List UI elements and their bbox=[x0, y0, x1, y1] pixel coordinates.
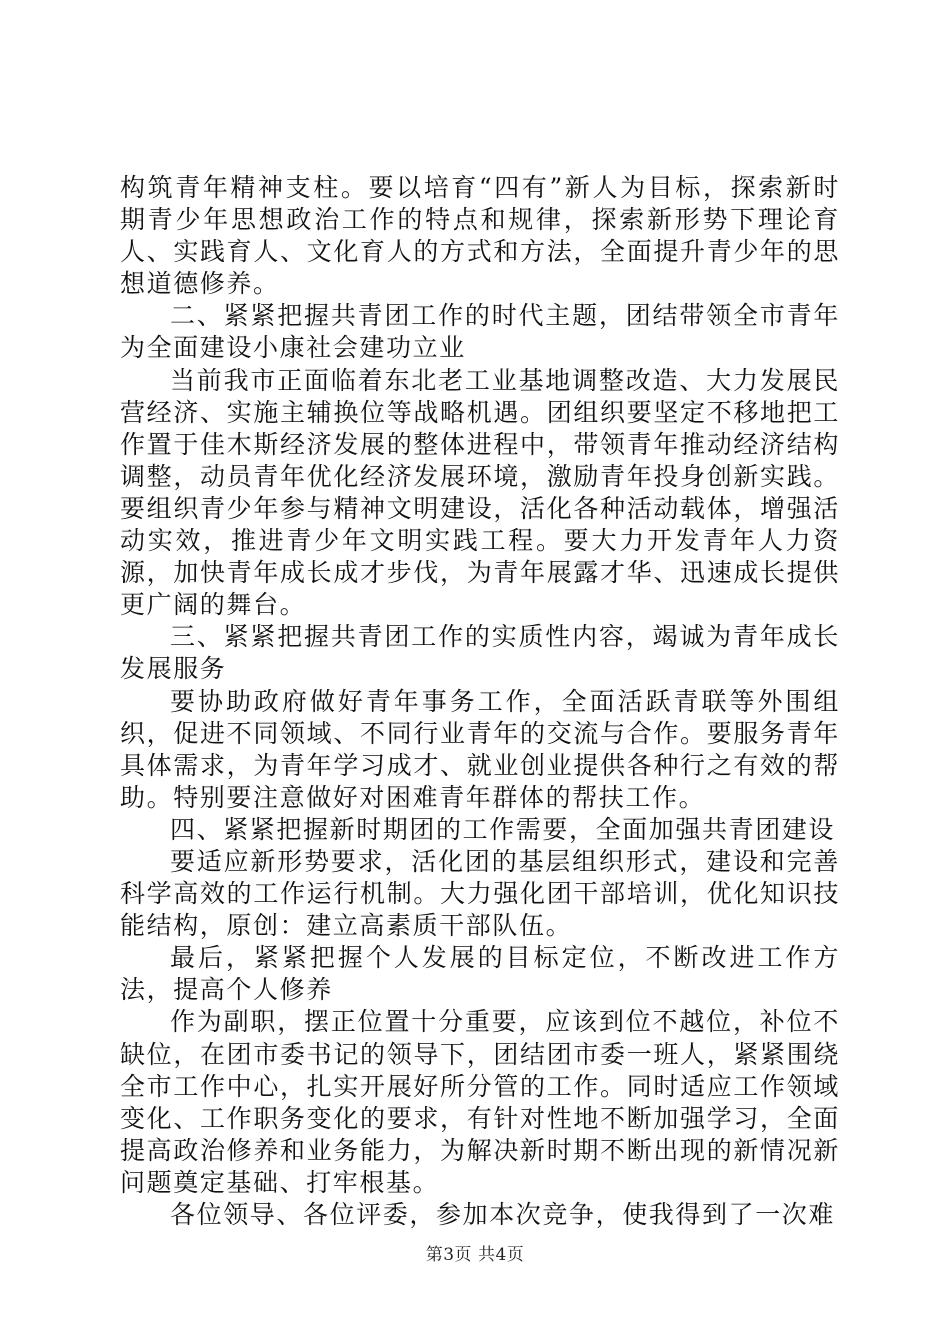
paragraph-1: 构筑青年精神支柱。要以培育“四有”新人为目标，探索新时期青少年思想政治工作的特点和规律，探索新形势下理论育人、实践育人、文化育人的方式和方法，全面提升青少年的思想道德修养。 bbox=[120, 173, 840, 299]
section-heading-3: 三、紧紧把握共青团工作的实质性内容，竭诚为青年成长发展服务 bbox=[120, 622, 840, 684]
page-number-label: 第3页 共4页 bbox=[425, 1245, 525, 1265]
section-heading-4: 四、紧紧把握新时期团的工作需要，全面加强共青团建设 bbox=[170, 814, 836, 844]
paragraph-4: 要适应新形势要求，活化团的基层组织形式，建设和完善科学高效的工作运行机制。大力强化团干部培训，优化知识技能结构，原创：建立高素质干部队伍。 bbox=[120, 846, 840, 941]
paragraph-5: 作为副职，摆正位置十分重要，应该到位不越位，补位不缺位，在团市委书记的领导下，团结团市委一班人，紧紧围绕全市工作中心，扎实开展好所分管的工作。同时适应工作领域变化、工作职务变化的要求，有针对性地不断加强学习，全面提高政治修养和业务能力，为解决新时期不断出现的新情况新问题奠定基础、打牢根基。 bbox=[120, 1007, 840, 1197]
page-footer bbox=[0, 1240, 950, 1265]
document-body bbox=[120, 172, 840, 1231]
paragraph-2: 当前我市正面临着东北老工业基地调整改造、大力发展民营经济、实施主辅换位等战略机遇。团组织要坚定不移地把工作置于佳木斯经济发展的整体进程中，带领青年推动经济结构调整，动员青年优化经济发展环境，激励青年投身创新实践。要组织青少年参与精神文明建设，活化各种活动载体，增强活动实效，推进青少年文明实践工程。要大力开发青年人力资源，加快青年成长成才步伐，为青年展露才华、迅速成长提供更广阔的舞台。 bbox=[120, 365, 840, 620]
section-heading-2: 二、紧紧把握共青团工作的时代主题，团结带领全市青年为全面建设小康社会建功立业 bbox=[120, 301, 840, 363]
paragraph-3: 要协助政府做好青年事务工作，全面活跃青联等外围组织，促进不同领域、不同行业青年的交流与合作。要服务青年具体需求，为青年学习成才、就业创业提供各种行之有效的帮助。特别要注意做好对困难青年群体的帮扶工作。 bbox=[120, 686, 840, 812]
paragraph-6: 各位领导、各位评委，参加本次竞争，使我得到了一次难 bbox=[170, 1200, 836, 1229]
section-heading-final: 最后，紧紧把握个人发展的目标定位，不断改进工作方法，提高个人修养 bbox=[120, 943, 840, 1005]
